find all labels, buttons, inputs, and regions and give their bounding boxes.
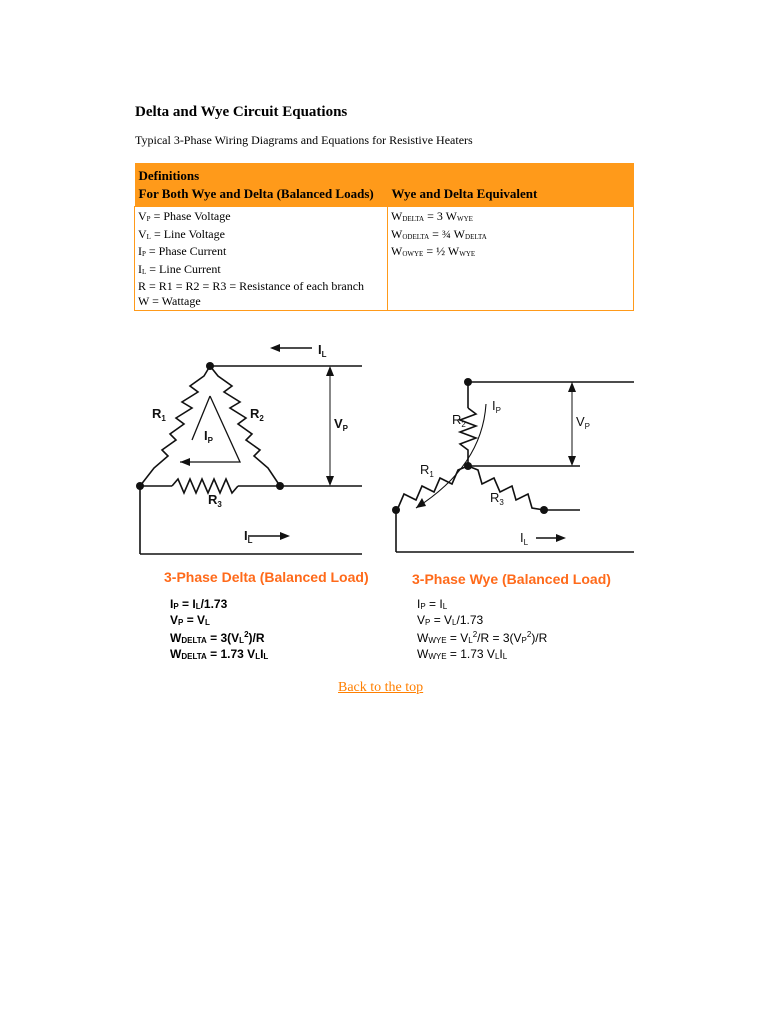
- wye-r2-label: $R_2$: [452, 412, 466, 429]
- back-to-top-link[interactable]: Back to the top: [338, 680, 424, 695]
- delta-eq-1: $I_P = I_L/1.73$: [170, 597, 228, 611]
- col1-header: For Both Wye and Delta (Balanced Loads): [135, 184, 388, 207]
- definition-item: R = R1 = R2 = R3 = Resistance of each branch: [138, 279, 365, 293]
- delta-il-label-bottom: $I_L$: [244, 528, 253, 545]
- definition-item: W = Wattage: [138, 293, 201, 308]
- delta-r1-label: $R_1$: [152, 406, 166, 423]
- delta-eq-4: $W_{DELTA} = 1.73$ $V_LI_L$: [170, 646, 269, 661]
- definition-item: $I_L$ = Line Current: [138, 261, 221, 276]
- delta-r3-label: $R_3$: [208, 492, 222, 509]
- delta-r2-label: $R_2$: [250, 406, 264, 423]
- wye-eq-3: $W_{WYE} = V_L^2/R = 3(V_P^2)/R$: [417, 630, 548, 645]
- page-subtitle: Typical 3-Phase Wiring Diagrams and Equations for Resistive Heaters: [135, 133, 473, 147]
- wye-il-label: $I_L$: [520, 530, 529, 547]
- wye-eq-4: $W_{WYE} = 1.73$ $V_LI_L$: [417, 646, 508, 661]
- delta-ip-label: $I_P$: [204, 428, 213, 445]
- wye-r3-resistor: [468, 466, 544, 510]
- wye-caption: 3-Phase Wye (Balanced Load): [412, 571, 611, 587]
- delta-caption: 3-Phase Delta (Balanced Load): [164, 569, 369, 585]
- wye-ip-label: $I_P$: [492, 398, 501, 415]
- definitions-list: [135, 207, 388, 311]
- wye-r3-label: $R_3$: [490, 490, 504, 507]
- definition-item: $I_P$ = Phase Current: [138, 244, 227, 258]
- delta-eq-3: $W_{DELTA} = 3(V_L^2)/R$: [170, 630, 265, 645]
- wye-eq-2: $V_P = V_L/1.73$: [417, 612, 484, 627]
- wye-r1-label: $R_1$: [420, 462, 434, 479]
- wye-eq-1: $I_P = I_L$: [417, 597, 448, 611]
- definition-item: $V_L$ = Line Voltage: [138, 226, 225, 241]
- delta-r3-resistor: [172, 479, 238, 493]
- delta-r2-resistor: [210, 366, 280, 486]
- delta-eq-2: $V_P = V_L$: [170, 612, 210, 627]
- definitions-table: [134, 163, 634, 311]
- col2-header: Wye and Delta Equivalent: [388, 184, 634, 207]
- equivalent-item: $W_{DELTA} = 3$ $W_{WYE}$: [391, 209, 473, 223]
- delta-r1-resistor: [140, 366, 210, 486]
- definitions-heading: Definitions: [135, 164, 634, 185]
- wye-vp-label: $V_P$: [576, 414, 591, 431]
- definition-item: $V_P$ = Phase Voltage: [138, 209, 231, 223]
- wye-r2-resistor: [460, 408, 476, 466]
- wye-equations: [417, 598, 547, 663]
- equivalent-item: $W_{ODELTA}$ = ¾ $W_{DELTA}$: [391, 226, 487, 241]
- equivalents-list: [388, 207, 634, 311]
- delta-il-label-top: $I_L$: [318, 342, 327, 359]
- page-title: Delta and Wye Circuit Equations: [135, 104, 348, 120]
- equivalent-item: $W_{OWYE}$ = ½ $W_{WYE}$: [391, 244, 476, 258]
- delta-vp-label: $V_P$: [334, 416, 349, 433]
- delta-equations: [170, 598, 268, 663]
- circuit-diagram: [120, 336, 640, 587]
